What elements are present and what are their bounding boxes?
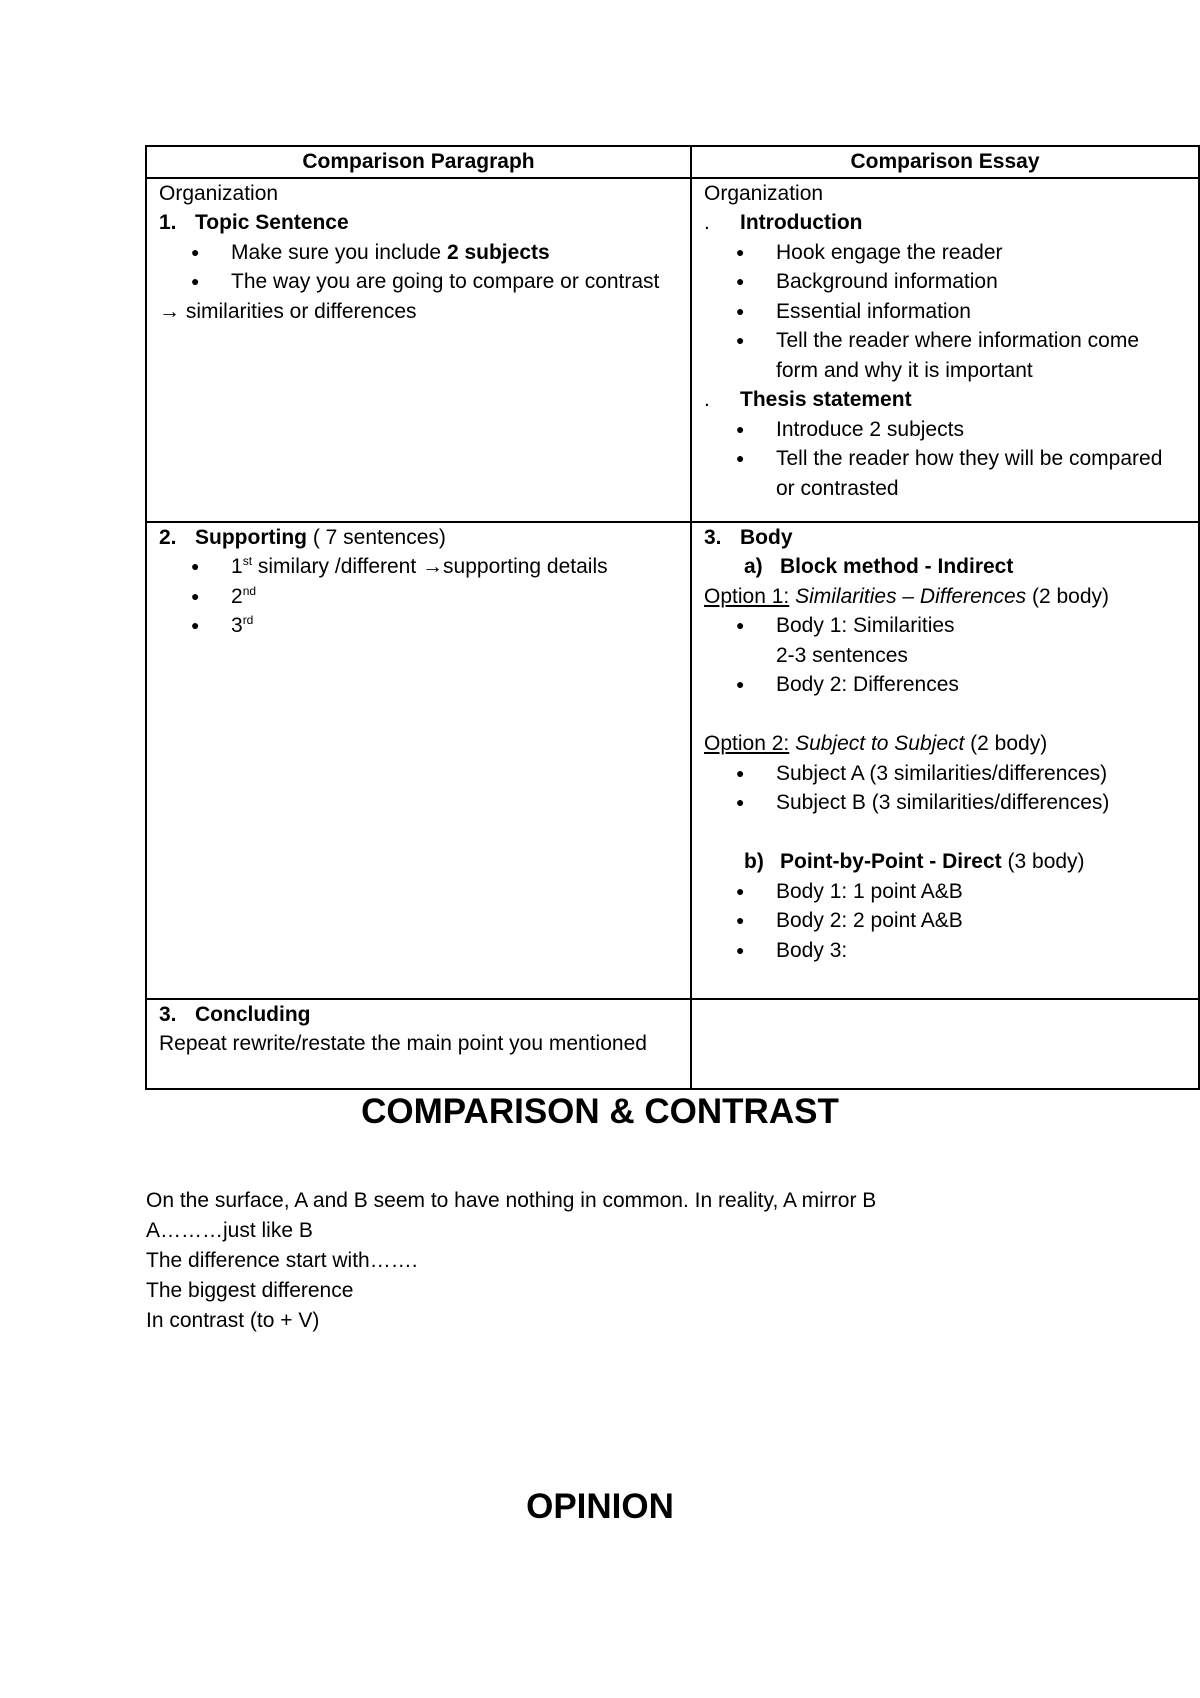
option-2-bullets <box>704 759 1186 818</box>
list-item: ● Subject A (3 similarities/differences) <box>704 759 1186 789</box>
comparison-table <box>145 145 1200 1090</box>
list-item: ● Body 2: 2 point A&B <box>704 906 1186 936</box>
cell-paragraph-organization <box>146 178 691 522</box>
option-1-bullets <box>704 611 1186 700</box>
list-item: ● 2nd <box>159 582 678 612</box>
phrase-line: In contrast (to + V) <box>146 1309 320 1332</box>
intro-marker: . <box>704 211 710 234</box>
cell-essay-body <box>691 522 1199 999</box>
topic-bullets <box>159 238 678 297</box>
cell-essay-empty <box>691 999 1199 1089</box>
point-by-point-heading: b) Point-by-Point - Direct (3 body) <box>744 850 1085 873</box>
header-comparison-essay: Comparison Essay <box>691 146 1199 178</box>
phrase-list <box>146 1186 876 1336</box>
opinion-heading: OPINION <box>526 1487 674 1526</box>
cell-paragraph-supporting <box>146 522 691 999</box>
thesis-bullets <box>704 415 1186 504</box>
list-item: ● 1st similary /different →supporting details <box>159 552 678 582</box>
introduction-title: Introduction <box>740 211 863 234</box>
list-item: ● Body 3: <box>704 936 1186 966</box>
list-item: ● Subject B (3 similarities/differences) <box>704 788 1186 818</box>
supporting-number: 2. <box>159 525 177 549</box>
introduction-bullets <box>704 238 1186 386</box>
body-title: Body <box>740 525 793 549</box>
supporting-title: Supporting <box>195 525 307 549</box>
list-item: ● 3rd <box>159 611 678 641</box>
header-comparison-paragraph: Comparison Paragraph <box>146 146 691 178</box>
concluding-text: Repeat rewrite/restate the main point you mentioned <box>159 1032 647 1055</box>
list-item: ● Hook engage the reader <box>704 238 1186 268</box>
body-number: 3. <box>704 525 722 549</box>
list-item: ● Introduce 2 subjects <box>704 415 1186 445</box>
option-1-line: Option 1: Similarities – Differences (2 body) <box>704 584 1110 608</box>
list-item: ● Body 2: Differences <box>704 670 1186 700</box>
block-method-heading: a) Block method - Indirect <box>744 555 1014 578</box>
thesis-title: Thesis statement <box>740 388 912 411</box>
option-2-line: Option 2: Subject to Subject (2 body) <box>704 732 1048 755</box>
organization-label: Organization <box>159 181 279 205</box>
supporting-bullets <box>159 552 678 641</box>
list-item: ● Background information <box>704 267 1186 297</box>
list-item: ● Body 1: 1 point A&B <box>704 877 1186 907</box>
list-item: ● Tell the reader where information come form and why it is important <box>704 326 1186 385</box>
phrase-line: The difference start with……. <box>146 1249 418 1272</box>
phrase-line: The biggest difference <box>146 1279 354 1302</box>
organization-label: Organization <box>704 181 824 205</box>
list-item: ● Essential information <box>704 297 1186 327</box>
point-by-point-bullets <box>704 877 1186 966</box>
cell-essay-organization <box>691 178 1199 522</box>
concluding-number: 3. <box>159 1002 177 1026</box>
concluding-title: Concluding <box>195 1002 311 1026</box>
supporting-note: ( 7 sentences) <box>306 525 446 549</box>
cell-paragraph-concluding <box>146 999 691 1089</box>
phrase-line: A………just like B <box>146 1219 313 1242</box>
list-item: ● Make sure you include 2 subjects <box>159 238 678 268</box>
comparison-contrast-heading: COMPARISON & CONTRAST <box>361 1092 839 1131</box>
arrow-similarities-line: → similarities or differences <box>159 299 417 323</box>
phrase-line: On the surface, A and B seem to have nothing in common. In reality, A mirror B <box>146 1189 877 1212</box>
thesis-marker: . <box>704 388 710 411</box>
topic-number: 1. <box>159 211 177 234</box>
topic-sentence-title: Topic Sentence <box>195 211 349 234</box>
list-item: ● Tell the reader how they will be compared or contrasted <box>704 444 1186 503</box>
list-item: ● Body 1: Similarities 2-3 sentences <box>704 611 1186 670</box>
list-item: ● The way you are going to compare or contrast <box>159 267 678 297</box>
